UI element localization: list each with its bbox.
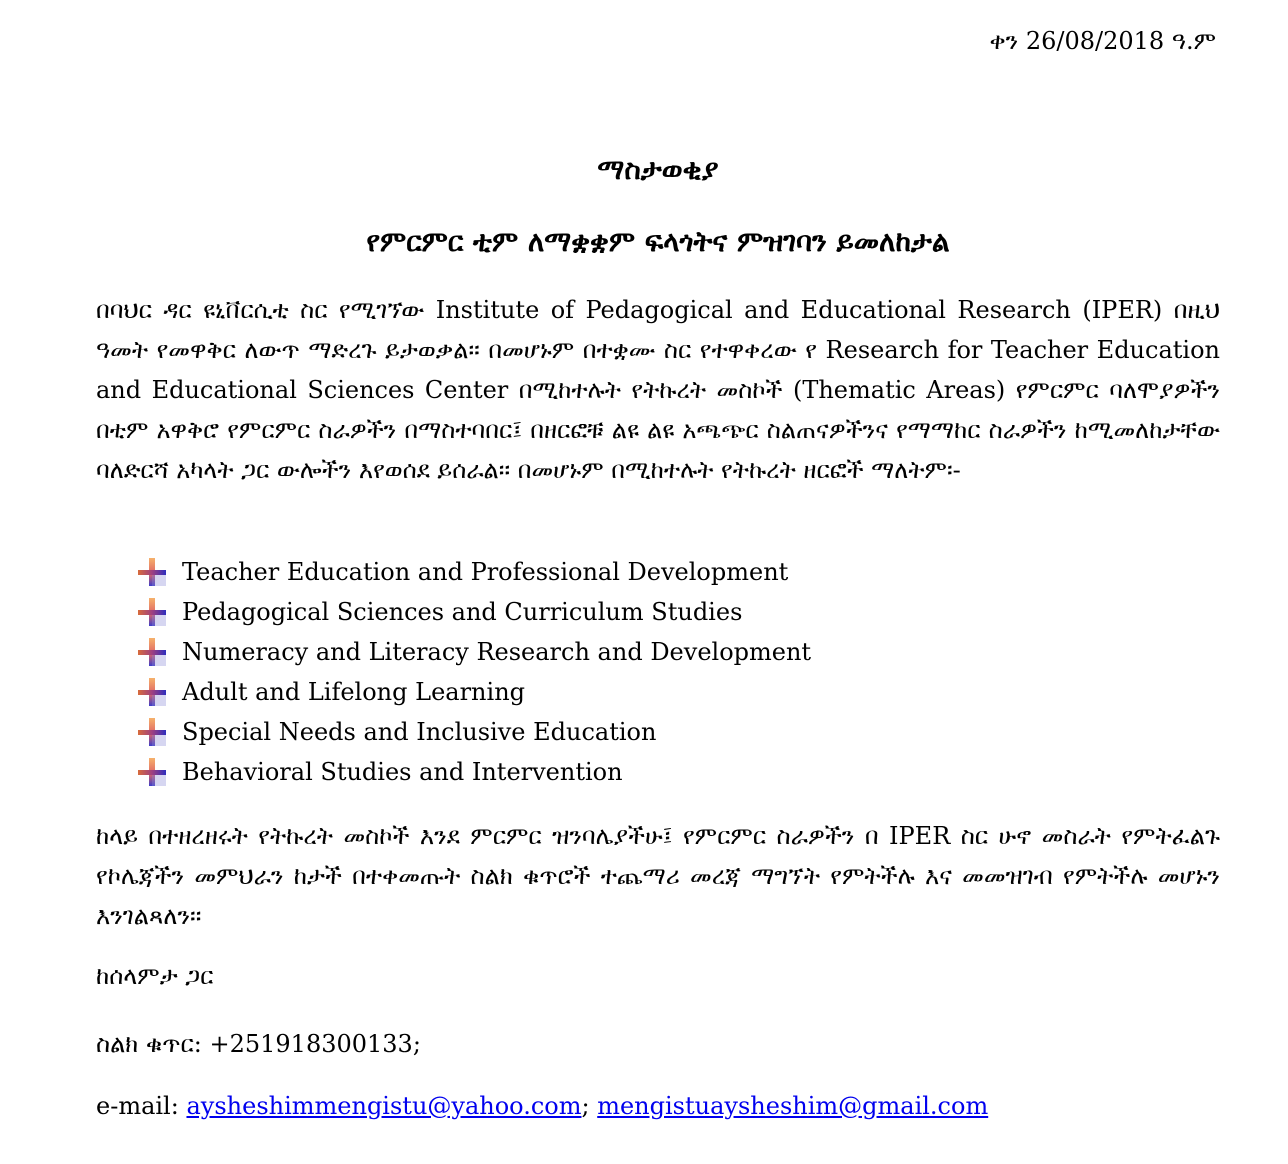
phone-number: +251918300133;	[209, 1030, 421, 1058]
announcement-subtitle: የምርምር ቲም ለማቋቋም ፍላጎትና ምዝገባን ይመለከታል	[366, 225, 950, 258]
plus-bullet-icon	[138, 558, 166, 586]
list-item	[138, 632, 811, 672]
list-item-label: Pedagogical Sciences and Curriculum Studies	[182, 598, 743, 626]
announcement-title: ማስታወቂያ	[597, 153, 719, 186]
date-line: ቀን 26/08/2018 ዓ.ም	[989, 27, 1216, 55]
list-item	[138, 712, 811, 752]
plus-bullet-icon	[138, 758, 166, 786]
plus-bullet-icon	[138, 638, 166, 666]
list-item-label: Behavioral Studies and Intervention	[182, 758, 623, 786]
email-link-yahoo[interactable]: aysheshimmengistu@yahoo.com	[186, 1092, 582, 1120]
list-item	[138, 672, 811, 712]
closing-greeting: ከሰላምታ ጋር	[96, 962, 214, 990]
list-item	[138, 552, 811, 592]
thematic-areas-list	[138, 552, 811, 792]
phone-label: ስልክ ቁጥር:	[96, 1030, 202, 1058]
list-item	[138, 752, 811, 792]
list-item-label: Adult and Lifelong Learning	[182, 678, 526, 706]
email-label: e-mail:	[96, 1092, 179, 1120]
intro-paragraph: በባህር ዳር ዩኒቨርሲቲ ስር የሚገኘው Institute of Pedagogical and Educational Research (IPER) በዚህ ዓመት የመዋቅር ለውጥ ማድረጉ ይታወቃል፡፡ በመሆኑም በተቋሙ ስር የተዋቀረው የ Research for Teacher Education and Educational Sciences Center በሚከተሉት የትኩረት መስኮች (Thematic Areas) የምርምር ባለሞያዎችን በቲም አዋቅሮ የምርምር ስራዎችን በማስተባበር፤ በዘርፎቹ ልዩ ልዩ አጫጭር ስልጠናዎችንና የማማከር ስራዎችን ከሚመለከታቸው ባለድርሻ አካላት ጋር ውሎችን እየወሰደ ይሰራል፡፡ በመሆኑም በሚከተሉት የትኩረት ዘርፎች ማለትም፡-	[96, 296, 1220, 484]
plus-bullet-icon	[138, 598, 166, 626]
list-item-label: Numeracy and Literacy Research and Development	[182, 638, 812, 666]
document-page	[96, 0, 1220, 1164]
email-link-gmail[interactable]: mengistuaysheshim@gmail.com	[597, 1092, 989, 1120]
email-line	[96, 1088, 988, 1124]
registration-paragraph: ከላይ በተዘረዘሩት የትኩረት መስኮች እንደ ምርምር ዝንባሌያችሁ፤ የምርምር ስራዎችን በ IPER ስር ሁኖ መስራት የምትፈልጉ የኮሌጃችን መምህራን ከታች በተቀመጡት ስልክ ቁጥሮች ተጨማሪ መረጃ ማግኘት የምትችሉ እና መመዝገብ የምትችሉ መሆኑን እንገልጻለን፡፡	[96, 822, 1220, 930]
list-item-label: Teacher Education and Professional Development	[182, 558, 789, 586]
list-item-label: Special Needs and Inclusive Education	[182, 718, 657, 746]
list-item	[138, 592, 811, 632]
phone-line	[96, 1024, 421, 1064]
email-separator: ;	[581, 1092, 590, 1120]
plus-bullet-icon	[138, 678, 166, 706]
plus-bullet-icon	[138, 718, 166, 746]
